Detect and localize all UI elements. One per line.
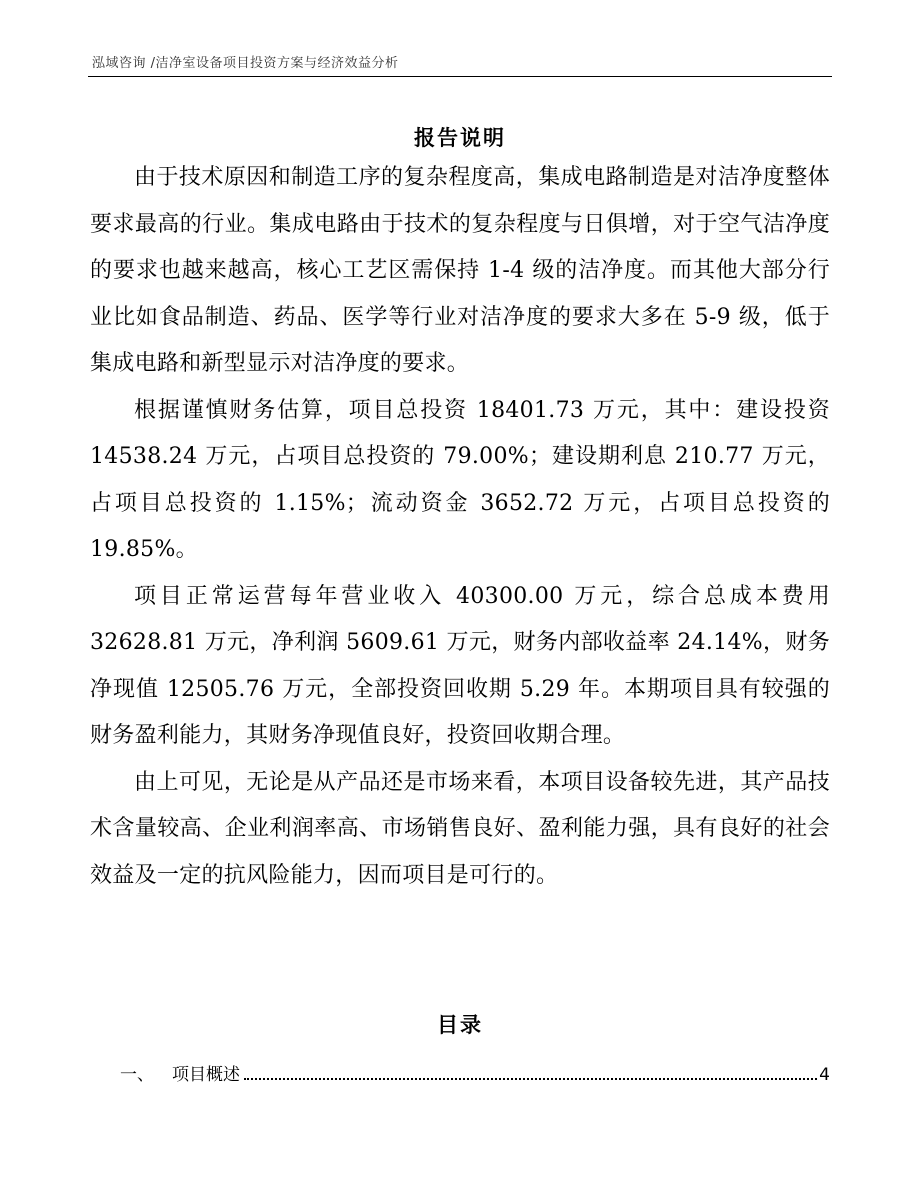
toc-leader-dots (244, 1078, 817, 1080)
report-body (90, 155, 830, 899)
toc-title: 目录 (437, 1013, 483, 1037)
report-title: 报告说明 (414, 126, 506, 150)
header-rule (88, 76, 832, 77)
toc-entry[interactable] (120, 1060, 830, 1085)
paragraph-conclusion: 由上可见，无论是从产品还是市场来看，本项目设备较先进，其产品技术含量较高、企业利润率高、市场销售良好、盈利能力强，具有良好的社会效益及一定的抗风险能力，因而项目是可行的。 (90, 769, 830, 888)
toc-entry-label: 项目概述 (172, 1065, 240, 1085)
paragraph-financials: 项目正常运营每年营业收入 40300.00 万元，综合总成本费用 32628.81 万元，净利润 5609.61 万元，财务内部收益率 24.14%，财务净现值 12505.76 万元，全部投资回收期 5.29 年。本期项目具有较强的财务盈利能力，其财务净现值良好，投资回收期合理。 (90, 583, 830, 748)
paragraph-investment: 根据谨慎财务估算，项目总投资 18401.73 万元，其中：建设投资 14538.24 万元，占项目总投资的 79.00%；建设期利息 210.77 万元，占项目总投资的 1.15%；流动资金 3652.72 万元，占项目总投资的 19.85%。 (90, 397, 830, 562)
running-header: 泓域咨询 /洁净室设备项目投资方案与经济效益分析 (92, 56, 399, 71)
toc-entry-number: 一、 (120, 1065, 154, 1085)
toc-entry-page: 4 (819, 1065, 830, 1085)
paragraph-industry: 由于技术原因和制造工序的复杂程度高，集成电路制造是对洁净度整体要求最高的行业。集成电路由于技术的复杂程度与日俱增，对于空气洁净度的要求也越来越高，核心工艺区需保持 1-4 级的洁净度。而其他大部分行业比如食品制造、药品、医学等行业对洁净度的要求大多在 5-9 级，低于集成电路和新型显示对洁净度的要求。 (90, 165, 830, 376)
